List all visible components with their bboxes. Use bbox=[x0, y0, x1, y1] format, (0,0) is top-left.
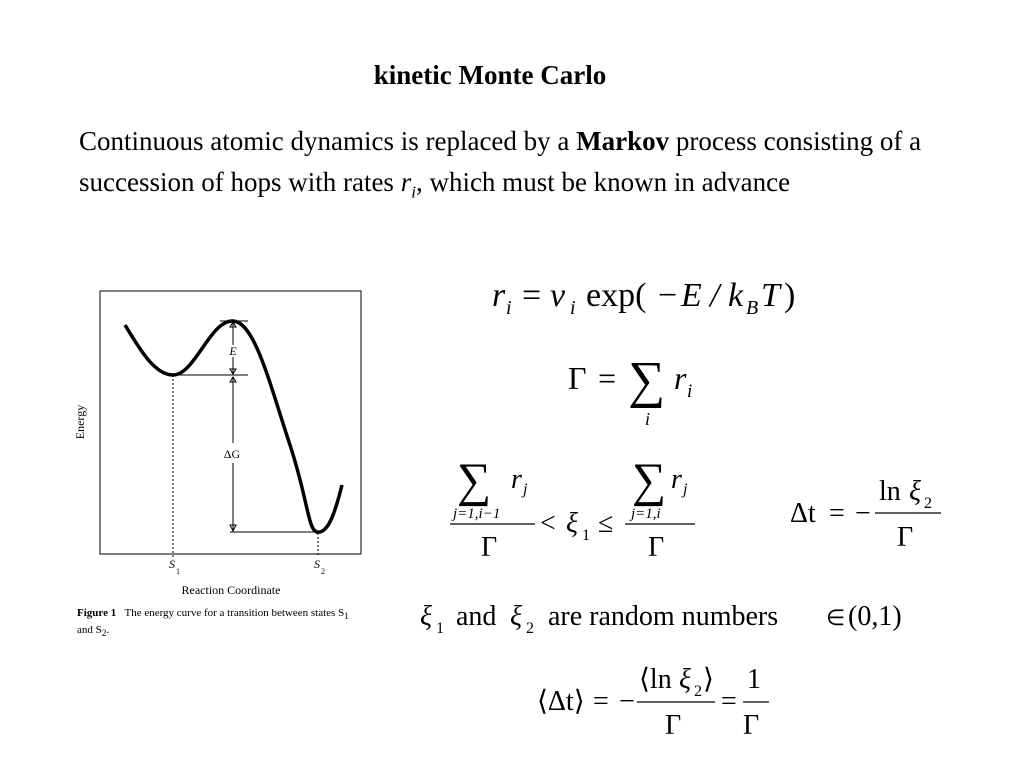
selection-inequality bbox=[445, 448, 705, 568]
gamma-r-sub: i bbox=[687, 381, 693, 402]
rand-text: are random numbers bbox=[548, 601, 779, 632]
sel-den-2: Γ bbox=[648, 532, 665, 563]
rand-xi-1: ξ bbox=[420, 601, 432, 632]
sel-sum-1: ∑ bbox=[457, 454, 492, 507]
gamma-sum: ∑ bbox=[628, 352, 666, 409]
rate-exp: exp( bbox=[586, 277, 647, 314]
intro-text-2: process consisting of a succession of hops with rates bbox=[79, 126, 922, 197]
dt-xi-sub: 2 bbox=[924, 495, 932, 512]
sel-r-1-sub: j bbox=[523, 481, 528, 498]
rate-e: E bbox=[681, 277, 702, 314]
rate-minus: − bbox=[658, 277, 678, 314]
dt-equation bbox=[785, 472, 955, 562]
dt-eq: = bbox=[829, 498, 845, 529]
rate-nu-sub: i bbox=[570, 297, 576, 319]
dt-num: ln bbox=[879, 476, 901, 507]
rand-and: and bbox=[456, 601, 497, 632]
rate-k: k bbox=[728, 277, 744, 314]
mean-minus: − bbox=[619, 686, 635, 717]
plot-frame bbox=[100, 291, 361, 554]
caption-end: . bbox=[106, 624, 110, 637]
gamma-lhs: Γ bbox=[568, 360, 587, 396]
intro-paragraph bbox=[79, 121, 959, 212]
rate-close: ) bbox=[784, 277, 796, 314]
mean-eq-2: = bbox=[721, 686, 737, 717]
sel-den-1: Γ bbox=[481, 532, 498, 563]
rate-lhs-sub: i bbox=[506, 297, 512, 319]
caption-and: and S bbox=[77, 624, 102, 637]
delta-g-label: ΔG bbox=[223, 447, 241, 461]
rand-xi-2: ξ bbox=[510, 601, 522, 632]
sel-r-2-sub: j bbox=[683, 481, 688, 498]
intro-text-1: Continuous atomic dynamics is replaced by a bbox=[79, 126, 577, 156]
caption-sub-1: 1 bbox=[344, 611, 349, 622]
s2-subscript: 2 bbox=[321, 567, 325, 576]
rand-interval: (0,1) bbox=[848, 601, 902, 632]
random-numbers-line bbox=[418, 595, 918, 643]
rate-k-sub: B bbox=[746, 297, 759, 319]
dt-minus: − bbox=[855, 498, 871, 529]
x-axis-label: Reaction Coordinate bbox=[181, 583, 281, 597]
sel-sum-2-sub: j=1,i bbox=[631, 506, 661, 522]
caption-sub-2: 2 bbox=[101, 628, 107, 639]
rand-xi-1-sub: 1 bbox=[436, 620, 444, 637]
mean-den: Γ bbox=[665, 710, 682, 741]
rate-subscript: i bbox=[411, 182, 416, 202]
gamma-equation bbox=[560, 345, 720, 431]
mean-xi-sub: 2 bbox=[694, 683, 702, 700]
s2-label: S bbox=[314, 557, 320, 571]
rate-eq: = bbox=[522, 277, 542, 314]
rate-t: T bbox=[761, 277, 780, 314]
sel-lt: < bbox=[540, 508, 556, 539]
caption-label: Figure 1 bbox=[77, 607, 117, 619]
rate-slash: / bbox=[710, 277, 720, 314]
slide-title: kinetic Monte Carlo bbox=[373, 60, 607, 90]
mean-lhs: ⟨Δt⟩ bbox=[537, 686, 585, 717]
dt-den: Γ bbox=[897, 522, 914, 553]
dt-xi: ξ bbox=[909, 476, 921, 507]
sel-sum-2: ∑ bbox=[632, 454, 667, 507]
s1-label: S bbox=[169, 557, 175, 571]
energy-diagram bbox=[70, 285, 370, 645]
rate-equation bbox=[480, 268, 820, 324]
rand-in: ∈ bbox=[826, 605, 846, 630]
barrier-label: E bbox=[229, 344, 237, 358]
caption-text: The energy curve for a transition between states S bbox=[124, 607, 345, 619]
mean-xi: ξ bbox=[679, 664, 691, 695]
sel-xi: ξ bbox=[566, 508, 578, 539]
mean-eq: = bbox=[593, 686, 609, 717]
mean-num: ⟨ln bbox=[639, 664, 672, 695]
gamma-sum-sub: i bbox=[645, 409, 651, 429]
mean-num-close: ⟩ bbox=[703, 664, 714, 695]
y-axis-label: Energy bbox=[73, 404, 87, 440]
gamma-r: r bbox=[674, 360, 687, 396]
sel-sum-1-sub: j=1,i−1 bbox=[453, 506, 501, 522]
rand-xi-2-sub: 2 bbox=[526, 620, 534, 637]
gamma-eq: = bbox=[598, 360, 617, 396]
mean-dt-equation bbox=[535, 658, 785, 748]
rate-nu: ν bbox=[550, 277, 566, 314]
sel-r-2: r bbox=[671, 464, 682, 495]
s1-subscript: 1 bbox=[176, 567, 180, 576]
sel-xi-sub: 1 bbox=[582, 527, 590, 544]
rate-punct: , bbox=[415, 167, 423, 197]
mean-den-2: Γ bbox=[743, 710, 760, 741]
sel-r-1: r bbox=[511, 464, 522, 495]
dt-lhs: Δt bbox=[790, 498, 816, 529]
intro-text-3: which must be known in advance bbox=[422, 167, 791, 197]
markov-term: Markov bbox=[576, 126, 670, 156]
rate-variable: r bbox=[400, 167, 412, 197]
rate-lhs: r bbox=[492, 277, 506, 314]
sel-le: ≤ bbox=[598, 508, 614, 539]
figure-caption bbox=[77, 606, 377, 640]
mean-num-2: 1 bbox=[747, 664, 761, 695]
